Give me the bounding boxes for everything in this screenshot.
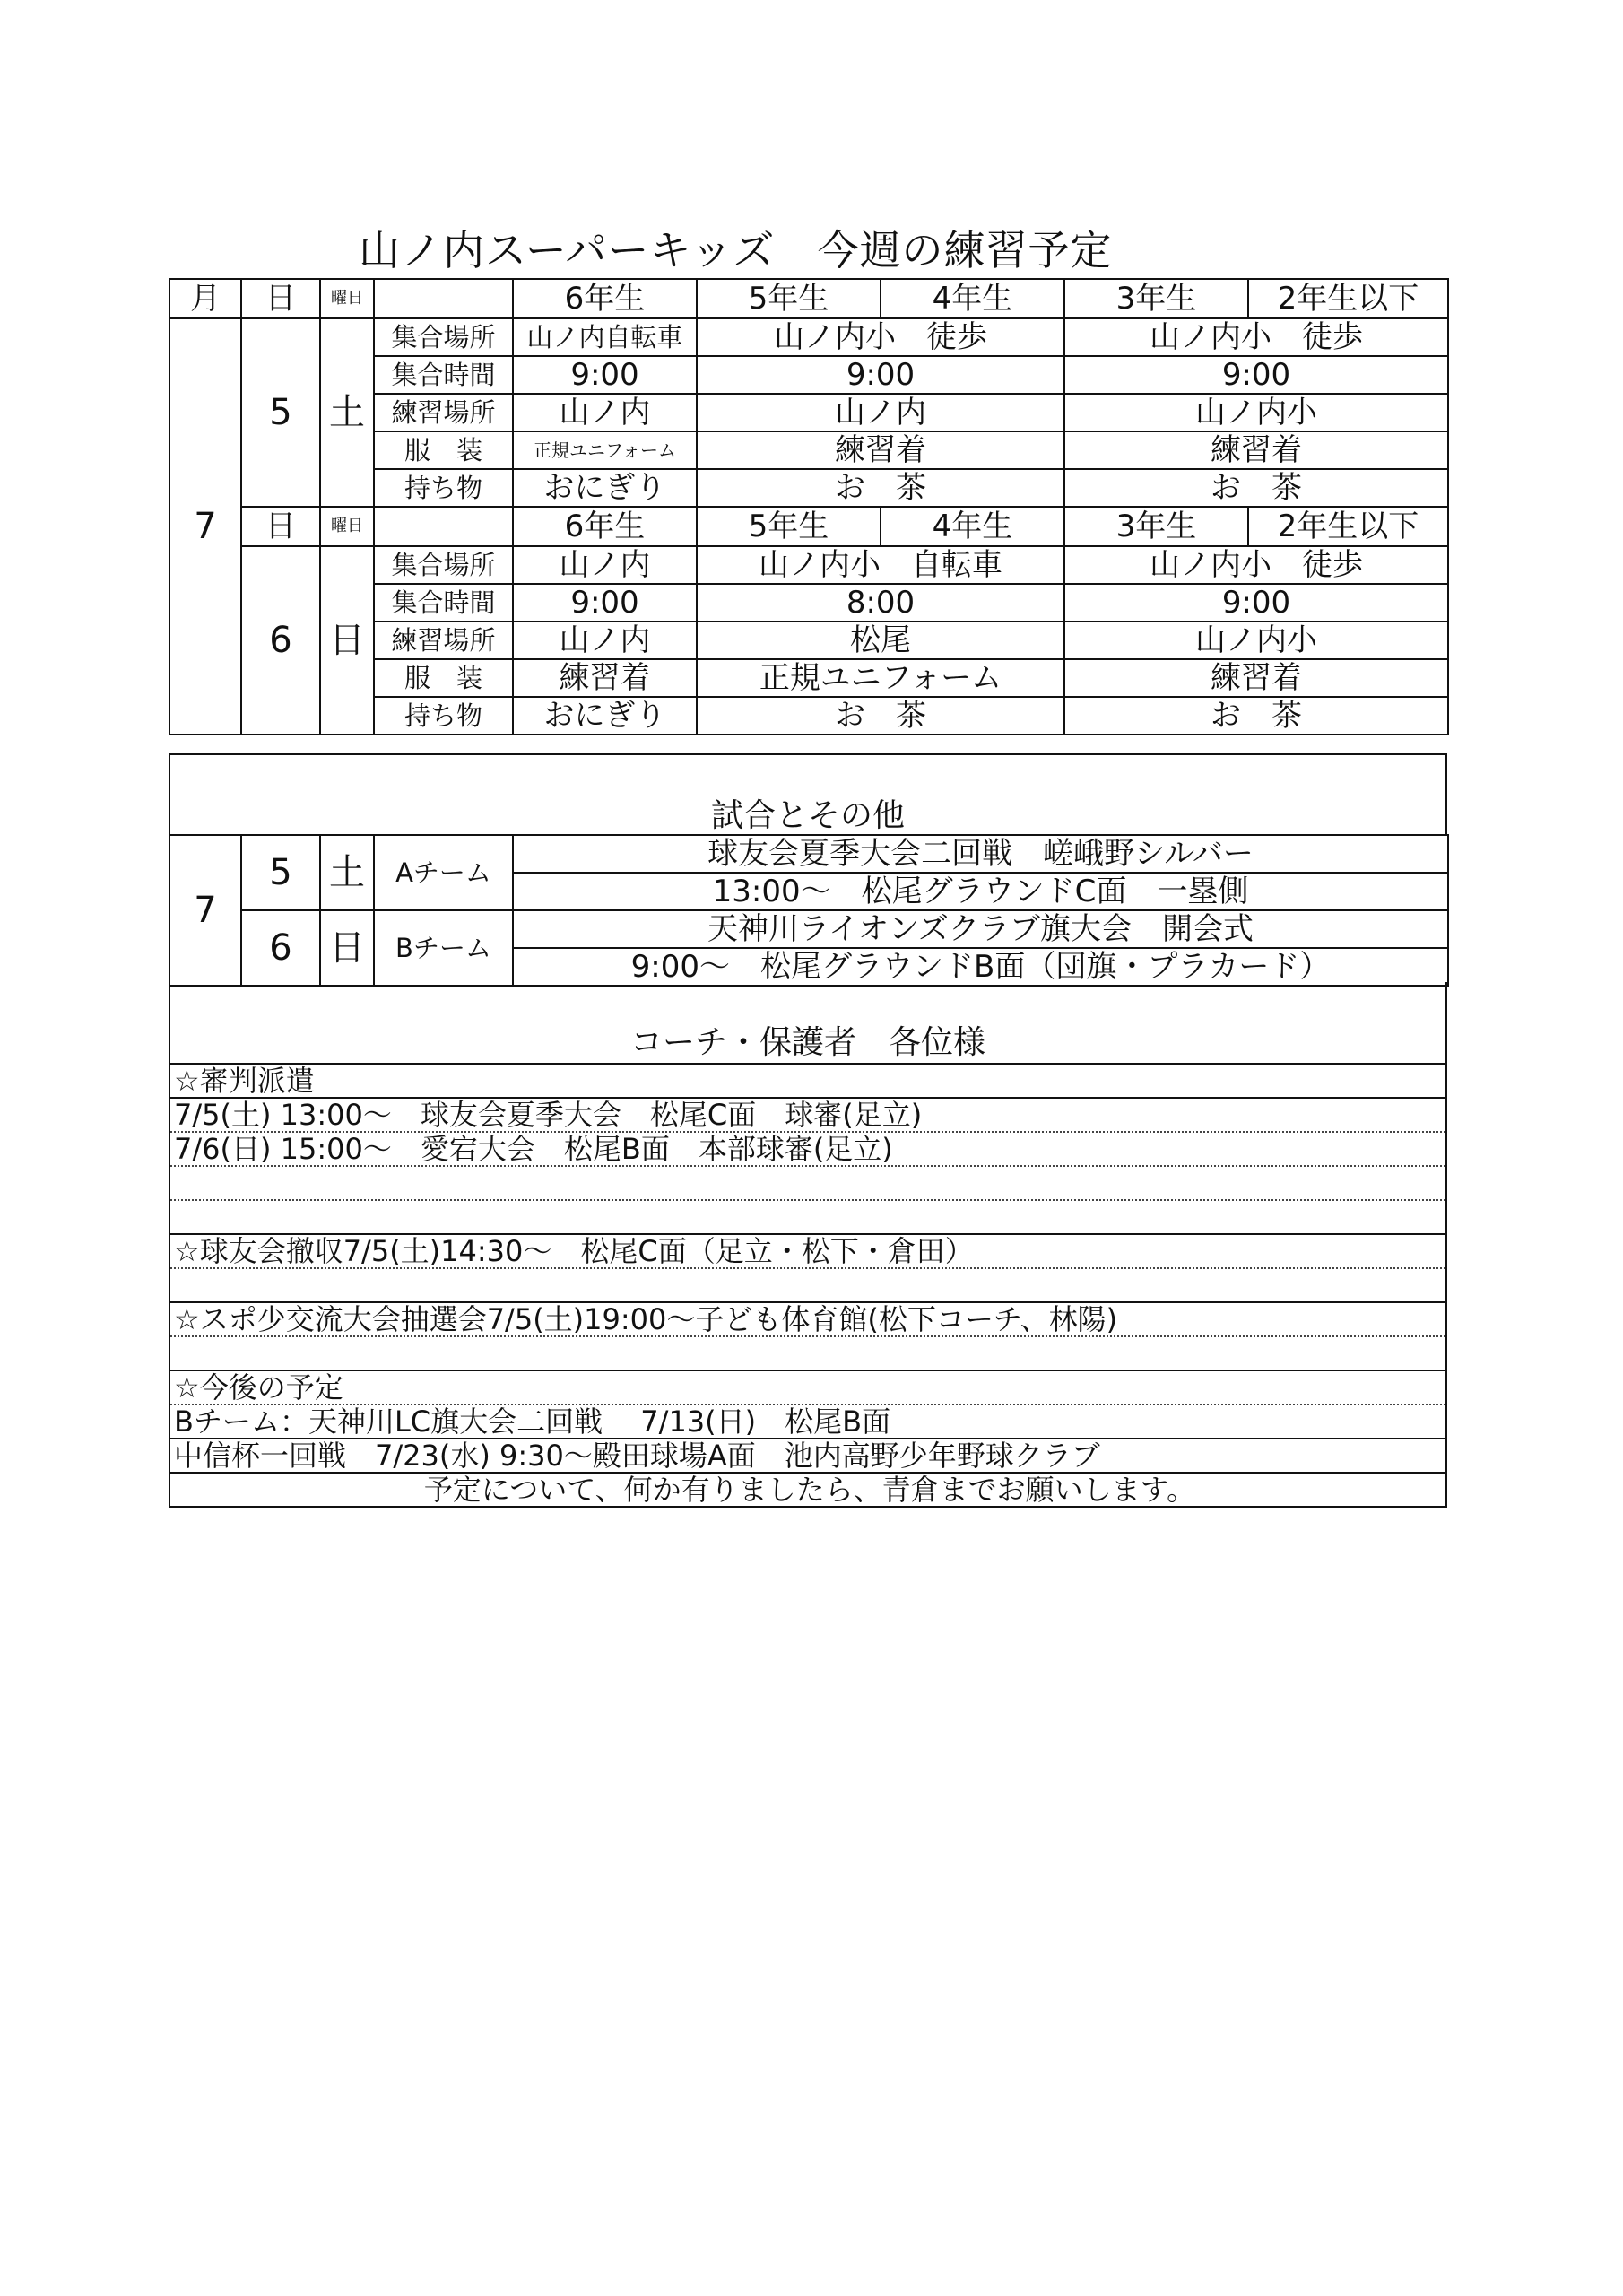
header-month: 月: [169, 279, 241, 318]
grade6-cell: おにぎり: [513, 697, 697, 735]
grade32-cell: 山ノ内小: [1064, 622, 1448, 659]
day1-row-meet-place: [169, 318, 1448, 356]
grade32-cell: 山ノ内小 徒歩: [1064, 546, 1448, 584]
umpire-line-1: 7/5(土) 13:00～ 球友会夏季大会 松尾C面 球審(足立): [170, 1099, 1445, 1133]
grade54-cell: 松尾: [697, 622, 1064, 659]
grade6-cell: 山ノ内: [513, 622, 697, 659]
game-b-line1: 天神川ライオンズクラブ旗大会 開会式: [513, 910, 1448, 948]
grade6-cell: 9:00: [513, 356, 697, 394]
header-weekday: 曜日: [320, 279, 374, 318]
game-a-day: 5: [241, 835, 320, 910]
row-label: 服 装: [374, 431, 513, 469]
grade6-cell: おにぎり: [513, 469, 697, 507]
game-b-team: Bチーム: [374, 910, 513, 986]
grade54-cell: 9:00: [697, 356, 1064, 394]
header-grade4: 4年生: [881, 507, 1064, 546]
day1-weekday: 土: [320, 318, 374, 507]
header-weekday: 曜日: [320, 507, 374, 546]
header-grade6: 6年生: [513, 279, 697, 318]
row-label: 集合時間: [374, 356, 513, 394]
game-a-line2: 13:00～ 松尾グラウンドC面 一塁側: [513, 873, 1448, 910]
grade32-cell: 練習着: [1064, 431, 1448, 469]
grade54-cell: お 茶: [697, 697, 1064, 735]
row-label: 持ち物: [374, 697, 513, 735]
grade54-cell: 練習着: [697, 431, 1064, 469]
header-grade6: 6年生: [513, 507, 697, 546]
grade32-cell: 9:00: [1064, 356, 1448, 394]
umpire-line-2: 7/6(日) 15:00～ 愛宕大会 松尾B面 本部球審(足立): [170, 1133, 1445, 1167]
grade54-cell: 山ノ内小 自転車: [697, 546, 1064, 584]
header-day: 日: [241, 279, 320, 318]
header-grade2: 2年生以下: [1248, 507, 1448, 546]
games-section-title: 試合とその他: [169, 753, 1447, 836]
game-a-weekday: 土: [320, 835, 374, 910]
grade32-cell: 練習着: [1064, 659, 1448, 697]
grade32-cell: 山ノ内小: [1064, 394, 1448, 431]
grade6-cell: 山ノ内: [513, 394, 697, 431]
grade6-cell: 練習着: [513, 659, 697, 697]
day2-weekday: 日: [320, 546, 374, 735]
page-title: [170, 222, 1623, 278]
grade54-cell: お 茶: [697, 469, 1064, 507]
umpire-heading: ☆審判派遣: [170, 1065, 1445, 1099]
header-grade5: 5年生: [697, 507, 881, 546]
game-a-line1: 球友会夏季大会二回戦 嵯峨野シルバー: [513, 835, 1448, 873]
grade32-cell: お 茶: [1064, 697, 1448, 735]
day2-day: 6: [241, 546, 320, 735]
game-b-weekday: 日: [320, 910, 374, 986]
row-label: 集合場所: [374, 546, 513, 584]
header-row-1: [169, 279, 1448, 318]
notices-list: [169, 1065, 1447, 1508]
header-grade3: 3年生: [1064, 507, 1248, 546]
grade6-cell: 正規ユニフォーム: [513, 431, 697, 469]
grade32-cell: お 茶: [1064, 469, 1448, 507]
withdraw-line: ☆球友会撤収7/5(土)14:30～ 松尾C面（足立・松下・倉田）: [170, 1235, 1445, 1269]
closing-line: 予定について、何か有りましたら、青倉までお願いします。: [170, 1474, 1445, 1508]
row-label: 練習場所: [374, 394, 513, 431]
grade32-cell: 山ノ内小 徒歩: [1064, 318, 1448, 356]
blank-line: [170, 1167, 1445, 1201]
header-grade4: 4年生: [881, 279, 1064, 318]
grade54-cell: 山ノ内小 徒歩: [697, 318, 1064, 356]
header-grade3: 3年生: [1064, 279, 1248, 318]
games-table: [169, 834, 1449, 987]
future-line-1: Bチーム：天神川LC旗大会二回戦 7/13(日) 松尾B面: [170, 1405, 1445, 1439]
future-line-2: 中信杯一回戦 7/23(水) 9:30～殿田球場A面 池内高野少年野球クラブ: [170, 1439, 1445, 1474]
row-label: 持ち物: [374, 469, 513, 507]
blank-line: [170, 1201, 1445, 1235]
page-title-text: 山ノ内スーパーキッズ 今週の練習予定: [359, 226, 1113, 274]
future-heading: ☆今後の予定: [170, 1371, 1445, 1405]
header-grade2: 2年生以下: [1248, 279, 1448, 318]
grade6-cell: 山ノ内: [513, 546, 697, 584]
day2-row-meet-place: [169, 546, 1448, 584]
grade54-cell: 8:00: [697, 584, 1064, 622]
game-a-row-1: [169, 835, 1448, 873]
blank-line: [170, 1269, 1445, 1303]
grade54-cell: 山ノ内: [697, 394, 1064, 431]
row-label: 練習場所: [374, 622, 513, 659]
lottery-line: ☆スポ少交流大会抽選会7/5(土)19:00～子ども体育館(松下コーチ、林陽): [170, 1303, 1445, 1337]
games-month: 7: [169, 835, 241, 986]
grade6-cell: 山ノ内自転車: [513, 318, 697, 356]
month-cell: 7: [169, 318, 241, 735]
grade32-cell: 9:00: [1064, 584, 1448, 622]
notice-section-title: コーチ・保護者 各位様: [169, 982, 1447, 1065]
header-day: 日: [241, 507, 320, 546]
header-blank: [374, 507, 513, 546]
game-b-line2: 9:00～ 松尾グラウンドB面（団旗・プラカード）: [513, 948, 1448, 986]
header-blank: [374, 279, 513, 318]
header-grade5: 5年生: [697, 279, 881, 318]
header-row-2: [169, 507, 1448, 546]
game-b-day: 6: [241, 910, 320, 986]
day1-day: 5: [241, 318, 320, 507]
row-label: 集合場所: [374, 318, 513, 356]
blank-line: [170, 1337, 1445, 1371]
row-label: 服 装: [374, 659, 513, 697]
grade6-cell: 9:00: [513, 584, 697, 622]
row-label: 集合時間: [374, 584, 513, 622]
game-a-team: Aチーム: [374, 835, 513, 910]
grade54-cell: 正規ユニフォーム: [697, 659, 1064, 697]
game-b-row-1: [169, 910, 1448, 948]
practice-schedule-table: [169, 278, 1449, 735]
